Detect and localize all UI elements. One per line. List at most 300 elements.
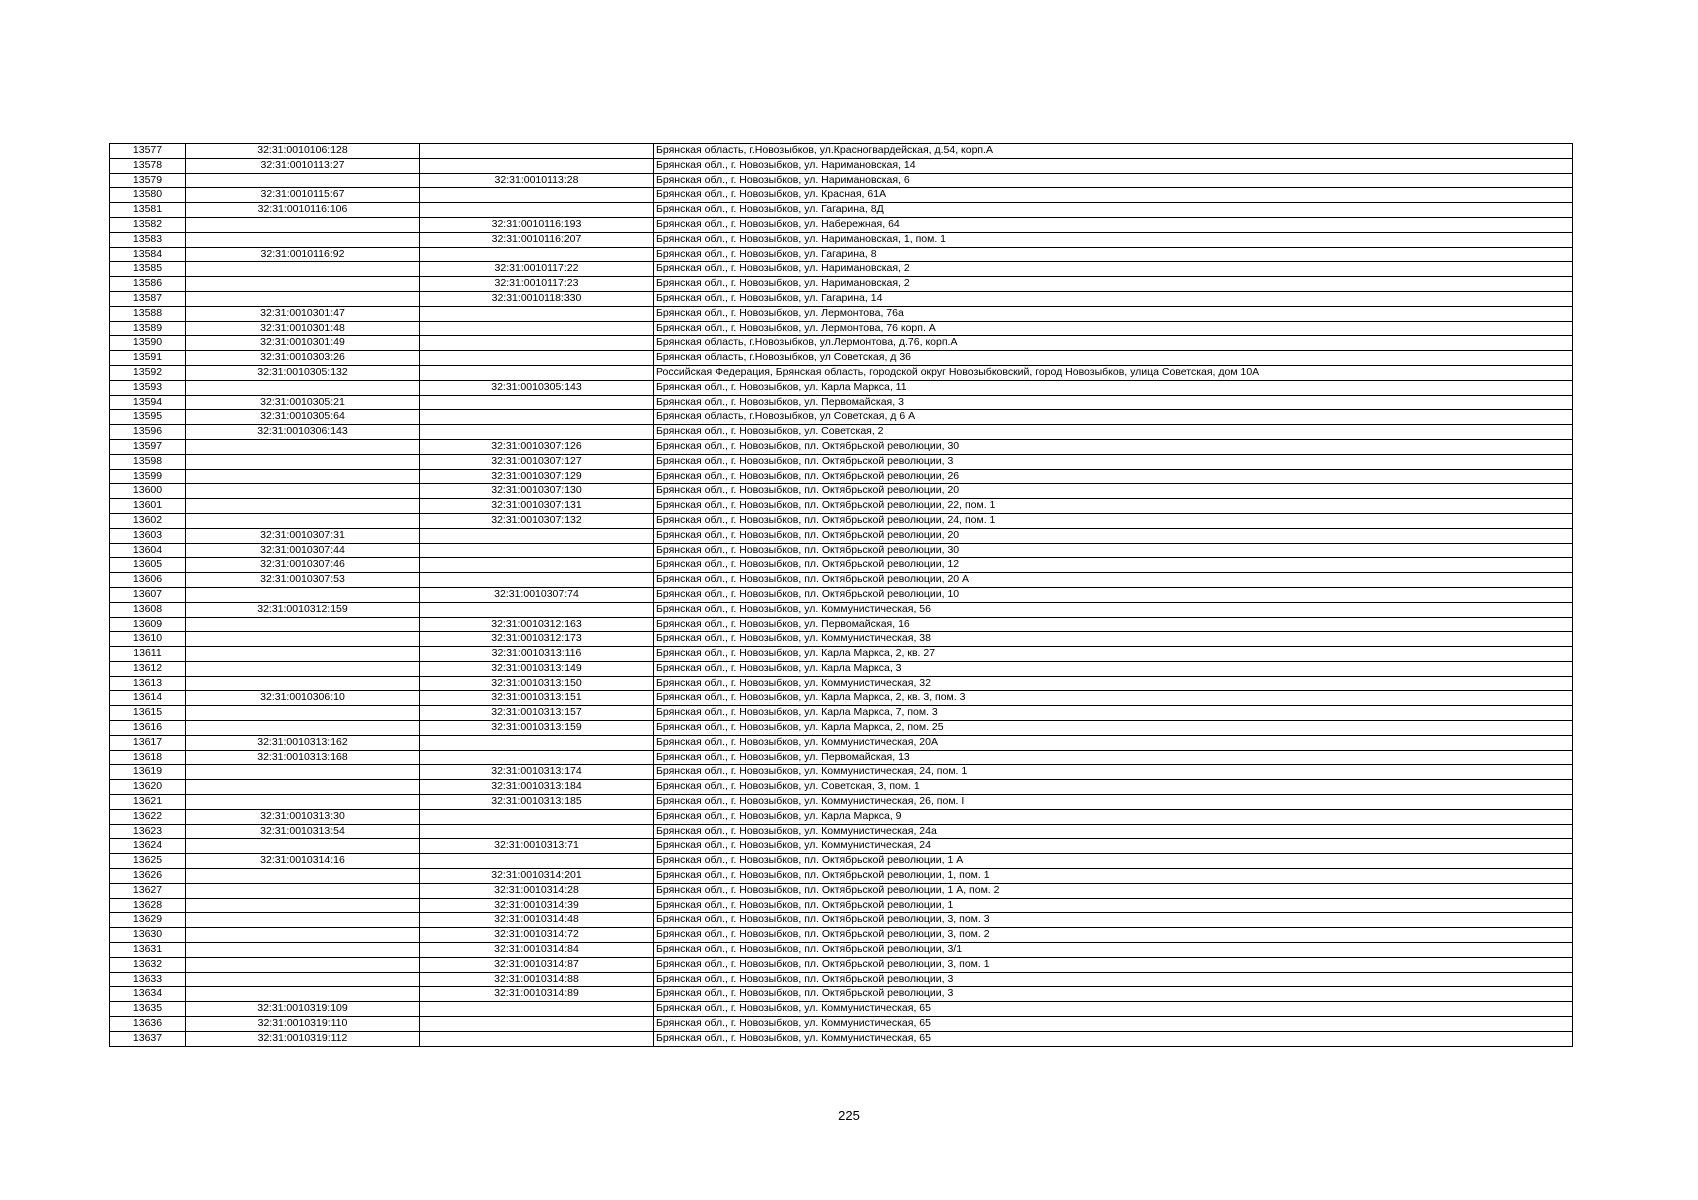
cadastral-number-secondary-cell [420,336,654,351]
cadastral-number-cell [186,291,420,306]
table-row [110,972,1573,987]
cadastral-number-cell [186,661,420,676]
cadastral-number-cell: 32:31:0010115:67 [186,188,420,203]
table-row [110,217,1573,232]
cadastral-number-cell: 32:31:0010314:16 [186,854,420,869]
row-number-cell: 13577 [110,144,186,159]
table-row [110,336,1573,351]
cadastral-number-secondary-cell: 32:31:0010313:157 [420,706,654,721]
table-row [110,795,1573,810]
address-cell: Брянская обл., г. Новозыбков, пл. Октябрьской революции, 3 [654,972,1573,987]
cadastral-number-cell: 32:31:0010307:46 [186,558,420,573]
address-cell: Брянская обл., г. Новозыбков, пл. Октябрьской революции, 12 [654,558,1573,573]
address-cell: Брянская обл., г. Новозыбков, пл. Октябрьской революции, 3 [654,454,1573,469]
cadastral-number-secondary-cell [420,410,654,425]
row-number-cell: 13582 [110,217,186,232]
row-number-cell: 13621 [110,795,186,810]
address-cell: Брянская обл., г. Новозыбков, ул. Наримановская, 14 [654,158,1573,173]
address-cell: Брянская область, г.Новозыбков, ул.Красногвардейская, д.54, корп.А [654,144,1573,159]
cadastral-number-secondary-cell: 32:31:0010307:130 [420,484,654,499]
table-row [110,750,1573,765]
cadastral-number-secondary-cell: 32:31:0010314:84 [420,943,654,958]
table-row [110,1002,1573,1017]
cadastral-number-secondary-cell: 32:31:0010313:151 [420,691,654,706]
row-number-cell: 13591 [110,351,186,366]
row-number-cell: 13602 [110,513,186,528]
table-row [110,1017,1573,1032]
cadastral-number-cell: 32:31:0010305:64 [186,410,420,425]
cadastral-number-cell: 32:31:0010113:27 [186,158,420,173]
cadastral-number-cell [186,721,420,736]
cadastral-number-secondary-cell: 32:31:0010307:126 [420,439,654,454]
row-number-cell: 13579 [110,173,186,188]
cadastral-number-secondary-cell: 32:31:0010113:28 [420,173,654,188]
row-number-cell: 13613 [110,676,186,691]
row-number-cell: 13609 [110,617,186,632]
row-number-cell: 13607 [110,587,186,602]
row-number-cell: 13633 [110,972,186,987]
cadastral-number-cell [186,513,420,528]
row-number-cell: 13628 [110,898,186,913]
cadastral-number-secondary-cell [420,558,654,573]
table-row [110,203,1573,218]
row-number-cell: 13612 [110,661,186,676]
address-cell: Брянская обл., г. Новозыбков, пл. Октябрьской революции, 1 [654,898,1573,913]
row-number-cell: 13592 [110,365,186,380]
address-cell: Брянская обл., г. Новозыбков, пл. Октябрьской революции, 20 [654,484,1573,499]
cadastral-number-cell [186,217,420,232]
table-row [110,262,1573,277]
cadastral-number-secondary-cell: 32:31:0010314:72 [420,928,654,943]
address-cell: Брянская обл., г. Новозыбков, ул. Коммунистическая, 26, пом. I [654,795,1573,810]
cadastral-number-secondary-cell [420,543,654,558]
address-cell: Брянская обл., г. Новозыбков, ул. Красная, 61А [654,188,1573,203]
table-row [110,765,1573,780]
address-cell: Брянская обл., г. Новозыбков, ул. Карла Маркса, 2, кв. 3, пом. 3 [654,691,1573,706]
table-row [110,883,1573,898]
table-row [110,144,1573,159]
table-row [110,957,1573,972]
cadastral-number-cell [186,499,420,514]
cadastral-number-secondary-cell [420,247,654,262]
table-row [110,558,1573,573]
cadastral-number-secondary-cell: 32:31:0010313:71 [420,839,654,854]
address-cell: Брянская обл., г. Новозыбков, пл. Октябрьской революции, 1 А [654,854,1573,869]
address-cell: Брянская обл., г. Новозыбков, ул. Набережная, 64 [654,217,1573,232]
cadastral-number-cell [186,439,420,454]
address-cell: Брянская обл., г. Новозыбков, ул. Карла Маркса, 7, пом. 3 [654,706,1573,721]
address-cell: Брянская обл., г. Новозыбков, ул. Гагарина, 14 [654,291,1573,306]
cadastral-number-secondary-cell: 32:31:0010314:89 [420,987,654,1002]
table-row [110,587,1573,602]
cadastral-number-secondary-cell [420,144,654,159]
cadastral-number-cell: 32:31:0010307:53 [186,573,420,588]
table-row [110,484,1573,499]
row-number-cell: 13636 [110,1017,186,1032]
address-cell: Брянская обл., г. Новозыбков, пл. Октябрьской революции, 3, пом. 3 [654,913,1573,928]
address-cell: Брянская обл., г. Новозыбков, пл. Октябрьской революции, 30 [654,543,1573,558]
table-row [110,380,1573,395]
address-cell: Брянская обл., г. Новозыбков, ул. Карла Маркса, 9 [654,809,1573,824]
table-row [110,943,1573,958]
table-row [110,469,1573,484]
row-number-cell: 13608 [110,602,186,617]
cadastral-number-cell: 32:31:0010301:48 [186,321,420,336]
table-row [110,573,1573,588]
table-row [110,647,1573,662]
cadastral-number-cell: 32:31:0010313:30 [186,809,420,824]
cadastral-number-cell: 32:31:0010306:143 [186,425,420,440]
table-row [110,365,1573,380]
row-number-cell: 13584 [110,247,186,262]
row-number-cell: 13626 [110,869,186,884]
table-row [110,321,1573,336]
cadastral-number-cell [186,676,420,691]
property-register-table [109,143,1573,1047]
cadastral-number-secondary-cell [420,602,654,617]
cadastral-number-cell [186,632,420,647]
cadastral-number-secondary-cell: 32:31:0010307:129 [420,469,654,484]
table-row [110,158,1573,173]
row-number-cell: 13581 [110,203,186,218]
address-cell: Брянская обл., г. Новозыбков, ул. Наримановская, 6 [654,173,1573,188]
table-row [110,291,1573,306]
table-row [110,632,1573,647]
table-row [110,854,1573,869]
address-cell: Брянская обл., г. Новозыбков, пл. Октябрьской революции, 1 А, пом. 2 [654,883,1573,898]
table-row [110,351,1573,366]
row-number-cell: 13629 [110,913,186,928]
cadastral-number-secondary-cell: 32:31:0010307:132 [420,513,654,528]
table-row [110,869,1573,884]
address-cell: Брянская обл., г. Новозыбков, ул. Первомайская, 3 [654,395,1573,410]
cadastral-number-secondary-cell: 32:31:0010307:74 [420,587,654,602]
table-row [110,439,1573,454]
row-number-cell: 13634 [110,987,186,1002]
address-cell: Брянская обл., г. Новозыбков, пл. Октябрьской революции, 20 [654,528,1573,543]
row-number-cell: 13578 [110,158,186,173]
address-cell: Брянская обл., г. Новозыбков, ул. Коммунистическая, 32 [654,676,1573,691]
cadastral-number-secondary-cell [420,824,654,839]
cadastral-number-cell [186,943,420,958]
address-cell: Брянская обл., г. Новозыбков, ул. Карла Маркса, 2, пом. 25 [654,721,1573,736]
cadastral-number-cell: 32:31:0010312:159 [186,602,420,617]
row-number-cell: 13587 [110,291,186,306]
address-cell: Брянская обл., г. Новозыбков, пл. Октябрьской революции, 3/1 [654,943,1573,958]
table-row [110,780,1573,795]
cadastral-number-cell: 32:31:0010319:109 [186,1002,420,1017]
cadastral-number-secondary-cell: 32:31:0010117:23 [420,277,654,292]
address-cell: Брянская обл., г. Новозыбков, пл. Октябрьской революции, 30 [654,439,1573,454]
row-number-cell: 13596 [110,425,186,440]
address-cell: Брянская обл., г. Новозыбков, ул. Коммунистическая, 65 [654,1017,1573,1032]
cadastral-number-secondary-cell: 32:31:0010313:184 [420,780,654,795]
cadastral-number-cell: 32:31:0010307:44 [186,543,420,558]
address-cell: Брянская обл., г. Новозыбков, ул. Первомайская, 16 [654,617,1573,632]
cadastral-number-cell [186,380,420,395]
address-cell: Брянская обл., г. Новозыбков, ул. Лермонтова, 76 корп. А [654,321,1573,336]
cadastral-number-secondary-cell: 32:31:0010314:39 [420,898,654,913]
table-row [110,188,1573,203]
cadastral-number-secondary-cell [420,321,654,336]
cadastral-number-secondary-cell [420,351,654,366]
table-row [110,247,1573,262]
cadastral-number-cell: 32:31:0010305:21 [186,395,420,410]
address-cell: Брянская обл., г. Новозыбков, ул. Советская, 2 [654,425,1573,440]
cadastral-number-secondary-cell [420,203,654,218]
cadastral-number-secondary-cell: 32:31:0010312:173 [420,632,654,647]
address-cell: Брянская обл., г. Новозыбков, пл. Октябрьской революции, 3 [654,987,1573,1002]
cadastral-number-secondary-cell: 32:31:0010313:159 [420,721,654,736]
table-body [110,144,1573,1047]
address-cell: Брянская обл., г. Новозыбков, ул. Советская, 3, пом. 1 [654,780,1573,795]
address-cell: Брянская обл., г. Новозыбков, пл. Октябрьской революции, 24, пом. 1 [654,513,1573,528]
row-number-cell: 13594 [110,395,186,410]
cadastral-number-cell: 32:31:0010303:26 [186,351,420,366]
cadastral-number-cell [186,913,420,928]
cadastral-number-cell [186,587,420,602]
cadastral-number-secondary-cell [420,809,654,824]
row-number-cell: 13617 [110,735,186,750]
cadastral-number-cell: 32:31:0010319:112 [186,1031,420,1046]
cadastral-number-cell [186,469,420,484]
row-number-cell: 13593 [110,380,186,395]
table-row [110,661,1573,676]
table-row [110,706,1573,721]
cadastral-number-secondary-cell: 32:31:0010117:22 [420,262,654,277]
cadastral-number-secondary-cell: 32:31:0010313:174 [420,765,654,780]
row-number-cell: 13583 [110,232,186,247]
table-row [110,617,1573,632]
row-number-cell: 13604 [110,543,186,558]
cadastral-number-secondary-cell [420,1017,654,1032]
table-row [110,425,1573,440]
table-row [110,602,1573,617]
address-cell: Брянская обл., г. Новозыбков, ул. Наримановская, 1, пом. 1 [654,232,1573,247]
row-number-cell: 13615 [110,706,186,721]
table-row [110,277,1573,292]
cadastral-number-cell: 32:31:0010313:54 [186,824,420,839]
table-row [110,809,1573,824]
row-number-cell: 13627 [110,883,186,898]
cadastral-number-secondary-cell: 32:31:0010313:116 [420,647,654,662]
table-row [110,676,1573,691]
cadastral-number-cell [186,957,420,972]
row-number-cell: 13630 [110,928,186,943]
table-row [110,928,1573,943]
cadastral-number-secondary-cell: 32:31:0010314:48 [420,913,654,928]
cadastral-number-secondary-cell: 32:31:0010314:88 [420,972,654,987]
cadastral-number-cell [186,839,420,854]
address-cell: Брянская обл., г. Новозыбков, пл. Октябрьской революции, 3, пом. 1 [654,957,1573,972]
address-cell: Брянская обл., г. Новозыбков, ул. Коммунистическая, 56 [654,602,1573,617]
cadastral-number-cell: 32:31:0010313:162 [186,735,420,750]
address-cell: Брянская обл., г. Новозыбков, ул. Карла Маркса, 3 [654,661,1573,676]
address-cell: Брянская область, г.Новозыбков, ул.Лермонтова, д.76, корп.А [654,336,1573,351]
cadastral-number-secondary-cell: 32:31:0010305:143 [420,380,654,395]
cadastral-number-cell: 32:31:0010106:128 [186,144,420,159]
cadastral-number-cell: 32:31:0010306:10 [186,691,420,706]
row-number-cell: 13610 [110,632,186,647]
cadastral-number-cell: 32:31:0010307:31 [186,528,420,543]
table-row [110,513,1573,528]
cadastral-number-secondary-cell [420,573,654,588]
cadastral-number-secondary-cell [420,1031,654,1046]
cadastral-number-secondary-cell: 32:31:0010313:150 [420,676,654,691]
row-number-cell: 13580 [110,188,186,203]
address-cell: Брянская обл., г. Новозыбков, ул. Коммунистическая, 65 [654,1002,1573,1017]
row-number-cell: 13632 [110,957,186,972]
row-number-cell: 13585 [110,262,186,277]
table-row [110,913,1573,928]
cadastral-number-cell [186,898,420,913]
cadastral-number-cell: 32:31:0010319:110 [186,1017,420,1032]
row-number-cell: 13622 [110,809,186,824]
address-cell: Брянская обл., г. Новозыбков, ул. Гагарина, 8 [654,247,1573,262]
cadastral-number-secondary-cell: 32:31:0010116:207 [420,232,654,247]
cadastral-number-cell [186,780,420,795]
cadastral-number-secondary-cell [420,750,654,765]
address-cell: Брянская обл., г. Новозыбков, ул. Наримановская, 2 [654,277,1573,292]
cadastral-number-secondary-cell [420,528,654,543]
table-row [110,454,1573,469]
address-cell: Брянская обл., г. Новозыбков, пл. Октябрьской революции, 1, пом. 1 [654,869,1573,884]
row-number-cell: 13589 [110,321,186,336]
address-cell: Брянская обл., г. Новозыбков, ул. Карла Маркса, 2, кв. 27 [654,647,1573,662]
address-cell: Брянская область, г.Новозыбков, ул Советская, д 36 [654,351,1573,366]
cadastral-number-cell: 32:31:0010313:168 [186,750,420,765]
table-row [110,499,1573,514]
cadastral-number-secondary-cell: 32:31:0010313:185 [420,795,654,810]
cadastral-number-secondary-cell [420,735,654,750]
row-number-cell: 13616 [110,721,186,736]
row-number-cell: 13600 [110,484,186,499]
cadastral-number-cell [186,928,420,943]
row-number-cell: 13614 [110,691,186,706]
address-cell: Брянская обл., г. Новозыбков, ул. Коммунистическая, 20А [654,735,1573,750]
cadastral-number-secondary-cell: 32:31:0010313:149 [420,661,654,676]
row-number-cell: 13631 [110,943,186,958]
cadastral-number-cell [186,647,420,662]
cadastral-number-cell [186,765,420,780]
address-cell: Брянская обл., г. Новозыбков, ул. Коммунистическая, 24а [654,824,1573,839]
address-cell: Брянская область, г.Новозыбков, ул Советская, д 6 А [654,410,1573,425]
cadastral-number-cell [186,869,420,884]
row-number-cell: 13586 [110,277,186,292]
row-number-cell: 13597 [110,439,186,454]
address-cell: Брянская обл., г. Новозыбков, ул. Гагарина, 8Д [654,203,1573,218]
cadastral-number-secondary-cell: 32:31:0010116:193 [420,217,654,232]
cadastral-number-secondary-cell: 32:31:0010312:163 [420,617,654,632]
address-cell: Брянская обл., г. Новозыбков, ул. Лермонтова, 76а [654,306,1573,321]
cadastral-number-secondary-cell [420,854,654,869]
cadastral-number-secondary-cell: 32:31:0010314:87 [420,957,654,972]
row-number-cell: 13623 [110,824,186,839]
table-row [110,173,1573,188]
address-cell: Брянская обл., г. Новозыбков, ул. Первомайская, 13 [654,750,1573,765]
row-number-cell: 13624 [110,839,186,854]
cadastral-number-secondary-cell: 32:31:0010314:28 [420,883,654,898]
cadastral-number-secondary-cell [420,1002,654,1017]
cadastral-number-cell: 32:31:0010301:49 [186,336,420,351]
row-number-cell: 13601 [110,499,186,514]
row-number-cell: 13611 [110,647,186,662]
row-number-cell: 13598 [110,454,186,469]
row-number-cell: 13619 [110,765,186,780]
row-number-cell: 13605 [110,558,186,573]
table-row [110,987,1573,1002]
address-cell: Российская Федерация, Брянская область, городской округ Новозыбковский, город Новозыбков, улица Советская, дом 10А [654,365,1573,380]
address-cell: Брянская обл., г. Новозыбков, ул. Карла Маркса, 11 [654,380,1573,395]
cadastral-number-cell [186,277,420,292]
cadastral-number-secondary-cell [420,188,654,203]
table-row [110,691,1573,706]
cadastral-number-cell [186,454,420,469]
cadastral-number-cell [186,795,420,810]
row-number-cell: 13590 [110,336,186,351]
table-row [110,395,1573,410]
address-cell: Брянская обл., г. Новозыбков, пл. Октябрьской революции, 10 [654,587,1573,602]
address-cell: Брянская обл., г. Новозыбков, ул. Наримановская, 2 [654,262,1573,277]
row-number-cell: 13595 [110,410,186,425]
cadastral-number-cell [186,706,420,721]
table-row [110,824,1573,839]
row-number-cell: 13606 [110,573,186,588]
cadastral-number-secondary-cell [420,306,654,321]
cadastral-number-cell [186,484,420,499]
row-number-cell: 13620 [110,780,186,795]
cadastral-number-secondary-cell: 32:31:0010307:127 [420,454,654,469]
table-row [110,721,1573,736]
table-row [110,306,1573,321]
cadastral-number-secondary-cell [420,425,654,440]
address-cell: Брянская обл., г. Новозыбков, ул. Коммунистическая, 65 [654,1031,1573,1046]
row-number-cell: 13603 [110,528,186,543]
cadastral-number-secondary-cell [420,365,654,380]
address-cell: Брянская обл., г. Новозыбков, пл. Октябрьской революции, 20 А [654,573,1573,588]
cadastral-number-cell: 32:31:0010301:47 [186,306,420,321]
row-number-cell: 13599 [110,469,186,484]
address-cell: Брянская обл., г. Новозыбков, пл. Октябрьской революции, 22, пом. 1 [654,499,1573,514]
cadastral-number-cell [186,617,420,632]
row-number-cell: 13588 [110,306,186,321]
table-row [110,1031,1573,1046]
cadastral-number-cell [186,173,420,188]
row-number-cell: 13618 [110,750,186,765]
cadastral-number-cell [186,972,420,987]
cadastral-number-cell [186,883,420,898]
cadastral-number-cell [186,262,420,277]
table-row [110,232,1573,247]
cadastral-number-cell [186,987,420,1002]
row-number-cell: 13625 [110,854,186,869]
cadastral-number-secondary-cell: 32:31:0010307:131 [420,499,654,514]
cadastral-number-secondary-cell [420,395,654,410]
table-row [110,410,1573,425]
row-number-cell: 13637 [110,1031,186,1046]
cadastral-number-cell: 32:31:0010305:132 [186,365,420,380]
table-row [110,543,1573,558]
table-row [110,898,1573,913]
cadastral-number-secondary-cell: 32:31:0010118:330 [420,291,654,306]
table-row [110,839,1573,854]
cadastral-number-cell: 32:31:0010116:92 [186,247,420,262]
cadastral-number-secondary-cell: 32:31:0010314:201 [420,869,654,884]
cadastral-number-secondary-cell [420,158,654,173]
address-cell: Брянская обл., г. Новозыбков, ул. Коммунистическая, 38 [654,632,1573,647]
address-cell: Брянская обл., г. Новозыбков, пл. Октябрьской революции, 3, пом. 2 [654,928,1573,943]
table-row [110,528,1573,543]
